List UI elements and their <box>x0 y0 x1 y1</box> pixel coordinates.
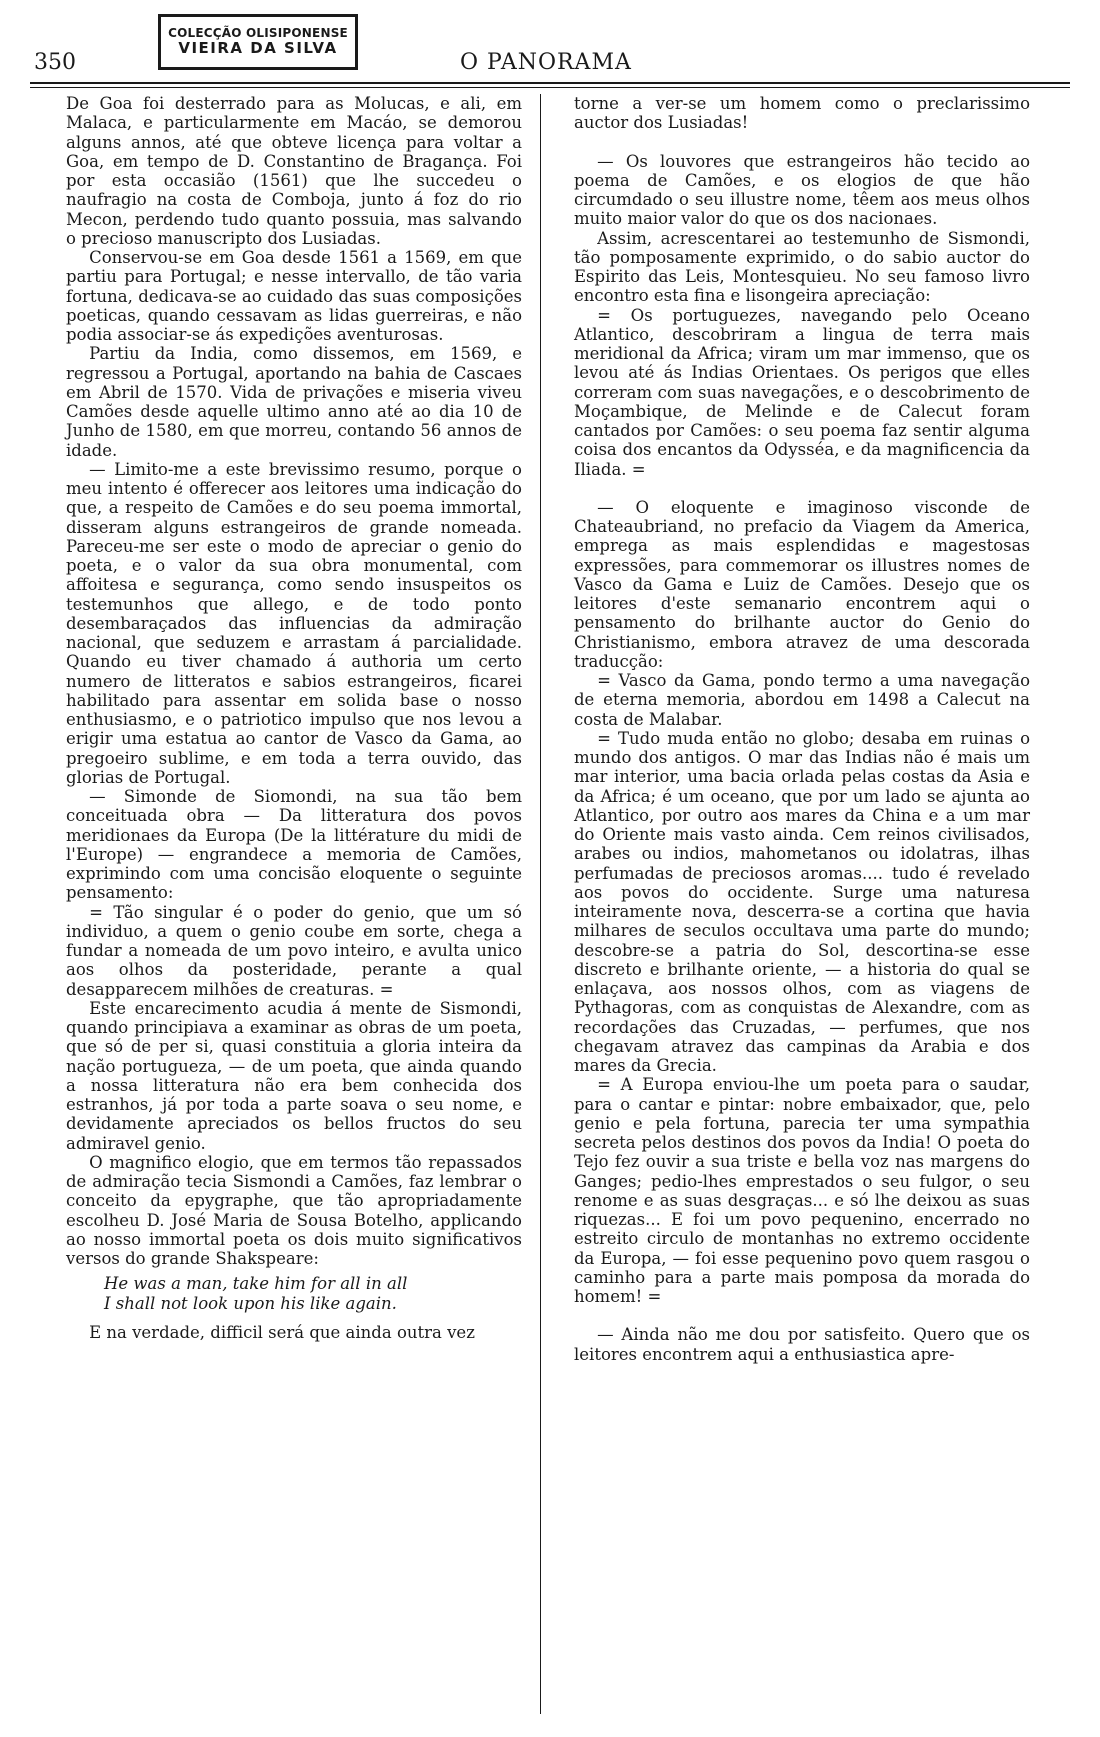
collection-stamp <box>158 14 358 70</box>
paragraph: — Os louvores que estrangeiros hão tecido ao poema de Camões, e os elogios de que hão circumdado o seu illustre nome, têem aos meus olhos muito maior valor do que os dos nacionaes. <box>574 151 1030 229</box>
page-header <box>30 14 1070 82</box>
paragraph: Este encarecimento acudia á mente de Sismondi, quando principiava a examinar as obras de um poeta, que só de per si, quasi constituia a gloria inteira da nação portugueza, — de um poeta, que ainda quando a nossa litteratura não era bem conhecida dos estranhos, já por toda a parte soava o seu nome, e devidamente apreciados os bellos fructos do seu admiravel genio. <box>66 998 522 1153</box>
paragraph: — Ainda não me dou por satisfeito. Quero que os leitores encontrem aqui a enthusiastica apre- <box>574 1325 1030 1364</box>
article-columns <box>30 94 1070 1724</box>
paragraph: torne a ver-se um homem como o preclarissimo auctor dos Lusiadas! <box>574 94 1030 133</box>
header-rule <box>30 82 1070 84</box>
paragraph: O magnifico elogio, que em termos tão repassados de admiração tecia Sismondi a Camões, faz lembrar o conceito da epygraphe, que tão apropriadamente escolheu D. José Maria de Sousa Botelho, applicando ao nosso immortal poeta os dois muito significativos versos do grande Shakspeare: <box>66 1152 522 1268</box>
paragraph: — O eloquente e imaginoso visconde de Chateaubriand, no prefacio da Viagem da America, emprega as mais esplendidas e magestosas expressões, para commemorar os illustres nomes de Vasco da Gama e Luiz de Camões. Desejo que os leitores d'este semanario encontrem aqui o pensamento do brilhante auctor do Genio do Christianismo, embora atravez de uma descorada traducção: <box>574 497 1030 671</box>
paragraph: Assim, acrescentarei ao testemunho de Sismondi, tão pomposamente exprimido, o do sabio auctor do Espirito das Leis, Montesquieu. No seu famoso livro encontro esta fina e lisongeira apreciação: <box>574 228 1030 306</box>
column-divider <box>540 94 541 1714</box>
paragraph: E na verdade, difficil será que ainda outra vez <box>89 1322 475 1342</box>
journal-title: O PANORAMA <box>460 50 632 75</box>
verse-epigraph <box>104 1274 522 1313</box>
newspaper-page <box>30 14 1070 1724</box>
right-column <box>574 94 1030 1364</box>
paragraph: De Goa foi desterrado para as Molucas, e ali, em Malaca, e particularmente em Macáo, se demorou alguns annos, até que obteve licença para voltar a Goa, em tempo de D. Constantino de Bragança. Foi por esta occasião (1561) que lhe succedeu o naufragio na costa de Comboja, junto á foz do rio Mecon, perdendo tudo quanto possuia, mas salvando o precioso manuscripto dos Lusiadas. <box>66 94 522 248</box>
verse-line: He was a man, take him for all in all <box>104 1274 408 1294</box>
stamp-line-2: VIEIRA DA SILVA <box>178 39 338 58</box>
paragraph: — Simonde de Siomondi, na sua tão bem conceituada obra — Da litteratura dos povos meridionaes da Europa (De la littérature du midi de l'Europe) — engrandece a memoria de Camões, exprimindo com uma concisão eloquente o seguinte pensamento: <box>66 787 522 903</box>
paragraph: — Limito-me a este brevissimo resumo, porque o meu intento é offerecer aos leitores uma indicação do que, a respeito de Camões e do seu poema immortal, disseram alguns estrangeiros de grande nomeada. Pareceu-me ser este o modo de apreciar o genio do poeta, e o valor da sua obra monumental, com affoitesa e segurança, como sendo insuspeitos os testemunhos que allego, e de todo ponto desembaraçados das influencias da admiração nacional, que seduzem e arrastam á parcialidade. Quando eu tiver chamado á authoria um certo numero de litteratos e sabios estrangeiros, ficarei habilitado para assentar em solida base o nosso enthusiasmo, e o patriotico impulso que nos levou a erigir uma estatua ao cantor de Vasco da Gama, ao pregoeiro sublime, e em toda a terra ouvido, das glorias de Portugal. <box>66 459 522 787</box>
paragraph: Partiu da India, como dissemos, em 1569, e regressou a Portugal, aportando na bahia de Cascaes em Abril de 1570. Vida de privações e miseria viveu Camões desde aquelle ultimo anno até ao dia 10 de Junho de 1580, em que morreu, contando 56 annos de idade. <box>66 344 522 460</box>
page-number: 350 <box>34 50 76 75</box>
quotation: = A Europa enviou-lhe um poeta para o saudar, para o cantar e pintar: nobre embaixador, que, pelo genio e pela fortuna, parecia ter uma sympathia secreta pelos destinos dos povos da India! O poeta do Tejo fez ouvir a sua triste e bella voz nas margens do Ganges; pedio-lhes emprestados o seu fulgor, o seu renome e as suas desgraças... e só lhe deixou as suas riquezas... E foi um povo pequenino, encerrado no estreito circulo de montanhas no extremo occidente da Europa, — foi esse pequenino povo quem rasgou o caminho para a parte mais pomposa da morada do homem! = <box>574 1075 1030 1306</box>
quotation: = Tudo muda então no globo; desaba em ruinas o mundo dos antigos. O mar das Indias não é mais um mar interior, uma bacia orlada pelas costas da Asia e da Africa; é um oceano, que por um lado se ajunta ao Atlantico, por outro aos mares da China e a um mar do Oriente mais vasto ainda. Cem reinos civilisados, arabes ou indios, mahometanos ou idolatras, ilhas perfumadas de preciosos aromas.... tudo é revelado aos povos do occidente. Surge uma naturesa inteiramente nova, descerra-se a cortina que havia milhares de seculos occultava uma parte do mundo; descobre-se a patria do Sol, descortina-se esse discreto e brilhante oriente, — a historia do qual se enlaçava, aos nossos olhos, com as viagens de Pythagoras, com as conquistas de Alexandre, com as recordações das Cruzadas, — perfumes, que nos chegavam atravez das campinas da Arabia e dos mares da Grecia. <box>574 728 1030 1075</box>
quotation: = Vasco da Gama, pondo termo a uma navegação de eterna memoria, abordou em 1498 a Calecut na costa de Malabar. <box>574 671 1030 729</box>
quotation: = Tão singular é o poder do genio, que um só individuo, a quem o genio coube em sorte, chega a fundar a nomeada de um povo inteiro, e avulta unico aos olhos da posteridade, perante a qual desapparecem milhões de creaturas. = <box>66 902 522 999</box>
verse-line: I shall not look upon his like again. <box>104 1293 397 1313</box>
header-rule-thin <box>30 87 1070 88</box>
paragraph: Conservou-se em Goa desde 1561 a 1569, em que partiu para Portugal; e nesse intervallo, de tão varia fortuna, dedicava-se ao cuidado das suas composições poeticas, quando cessavam as lidas guerreiras, e não podia associar-se ás expedições aventurosas. <box>66 248 522 344</box>
left-column <box>66 94 522 1342</box>
quotation: = Os portuguezes, navegando pelo Oceano Atlantico, descobriram a lingua de terra mais meridional da Africa; viram um mar immenso, que os levou até ás Indias Orientaes. Os perigos que elles correram com suas navegações, e o descobrimento de Moçambique, de Melinde e de Calecut foram cantados por Camões: o seu poema faz sentir alguma coisa dos encantos da Odysséa, e da magnificencia da Iliada. = <box>574 305 1030 479</box>
stamp-line-1: COLECÇÃO OLISIPONENSE <box>168 26 348 41</box>
